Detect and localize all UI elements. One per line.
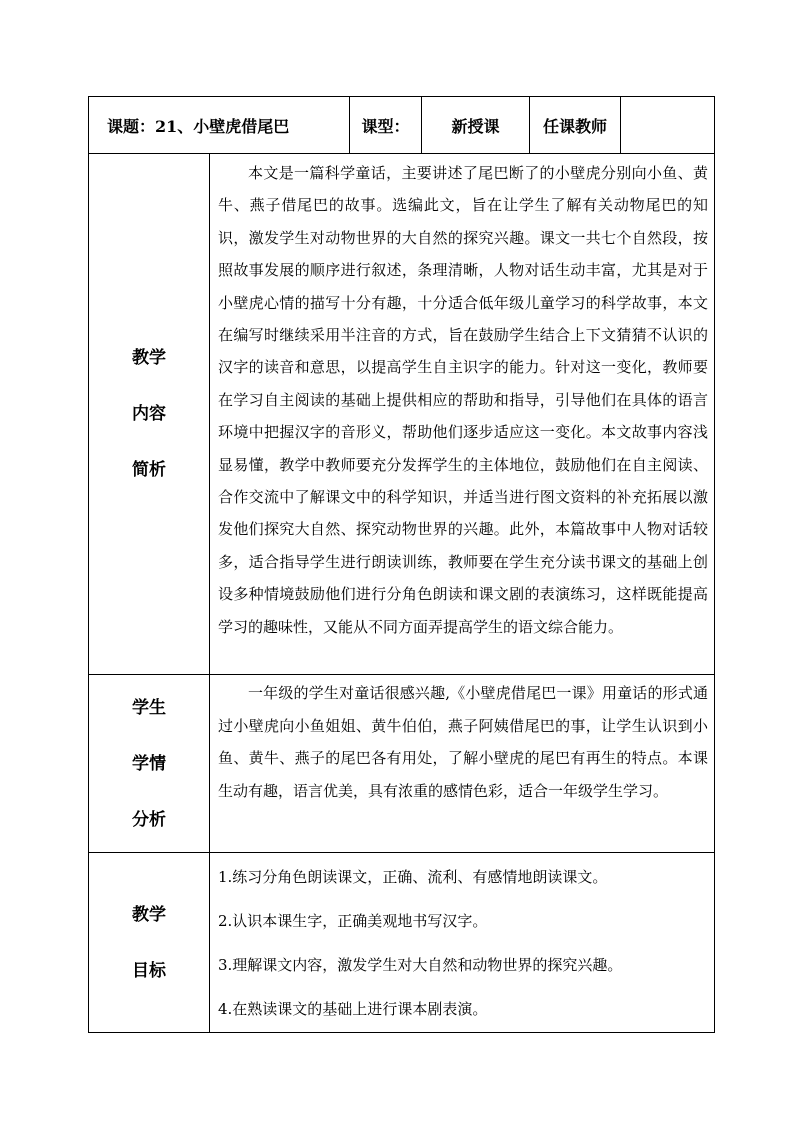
goal-item: 3.理解课文内容，激发学生对大自然和动物世界的探究兴趣。	[218, 956, 623, 974]
teaching-goals-row	[89, 853, 715, 1033]
goal-item: 1.练习分角色朗读课文，正确、流利、有感情地朗读课文。	[218, 868, 608, 886]
label-line: 分析	[132, 809, 166, 830]
header-row	[89, 97, 715, 154]
lesson-type-label: 课型：	[350, 97, 422, 154]
student-analysis-paragraph: 一年级的学生对童话很感兴趣,《小壁虎借尾巴一课》用童话的形式通过小壁虎向小鱼姐姐、黄牛伯伯，燕子阿姨借尾巴的事，让学生认识到小鱼、黄牛、燕子的尾巴各有用处，了解小壁虎的尾巴有再生的特点。本课生动有趣，语言优美，具有浓重的感情色彩，适合一年级学生学习。	[218, 684, 708, 800]
content-analysis-paragraph: 本文是一篇科学童话，主要讲述了尾巴断了的小壁虎分别向小鱼、黄牛、燕子借尾巴的故事。选编此文，旨在让学生了解有关动物尾巴的知识，激发学生对动物世界的大自然的探究兴趣。课文一共七个自然段，按照故事发展的顺序进行叙述，条理清晰，人物对话生动丰富，尤其是对于小壁虎心情的描写十分有趣，十分适合低年级儿童学习的科学故事，本文在编写时继续采用半注音的方式，旨在鼓励学生结合上下文猜猜不认识的汉字的读音和意思，以提高学生自主识字的能力。针对这一变化，教师要在学习自主阅读的基础上提供相应的帮助和指导，引导他们在具体的语言环境中把握汉字的音形义，帮助他们逐步适应这一变化。本文故事内容浅显易懂，教学中教师要充分发挥学生的主体地位，鼓励他们在自主阅读、合作交流中了解课文中的科学知识，并适当进行图文资料的补充拓展以激发他们探究大自然、探究动物世界的兴趣。此外，本篇故事中人物对话较多，适合指导学生进行朗读训练，教师要在学生充分读书课文的基础上创设多种情境鼓励他们进行分角色朗读和课文剧的表演练习，这样既能提高学习的趣味性，又能从不同方面弄提高学生的语文综合能力。	[218, 164, 708, 636]
goal-item: 2.认识本课生字，正确美观地书写汉字。	[218, 912, 488, 930]
content-analysis-label	[89, 154, 210, 675]
goal-item: 4.在熟读课文的基础上进行课本剧表演。	[218, 1000, 488, 1018]
content-analysis-text-cell	[210, 154, 715, 675]
teacher-label: 任课教师	[530, 97, 621, 154]
label-line: 教学	[132, 348, 166, 368]
teaching-goals-list	[210, 853, 715, 1033]
label-line: 学情	[132, 753, 166, 774]
lesson-type-value: 新授课	[422, 97, 530, 154]
content-analysis-row	[89, 154, 715, 675]
label-line: 学生	[132, 697, 166, 718]
student-analysis-row	[89, 675, 715, 853]
student-analysis-text-cell	[210, 675, 715, 853]
label-line: 教学	[132, 904, 166, 925]
label-line: 目标	[132, 960, 166, 981]
label-line: 内容	[132, 404, 166, 424]
lesson-plan-table	[88, 96, 715, 1033]
lesson-title-cell: 课题：21、小壁虎借尾巴	[89, 97, 350, 154]
teacher-value	[621, 97, 715, 154]
student-analysis-label	[89, 675, 210, 853]
label-line: 简析	[132, 460, 166, 480]
teaching-goals-label	[89, 853, 210, 1033]
